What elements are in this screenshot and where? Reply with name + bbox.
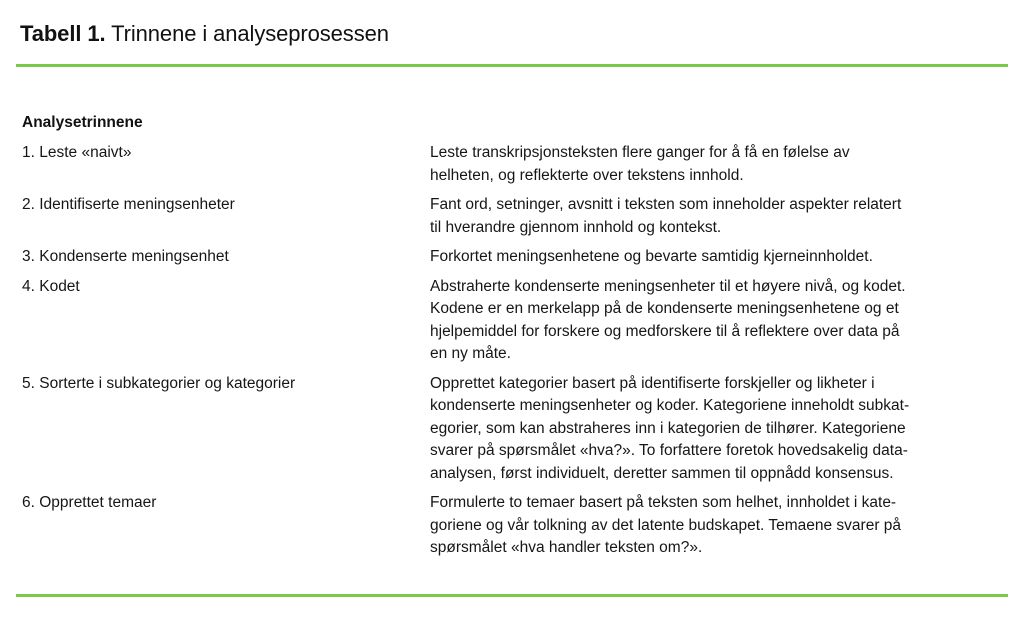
desc-line: Formulerte to temaer basert på teksten som helhet, innholdet i kate- bbox=[430, 494, 897, 511]
desc-line: svarer på spørsmålet «hva?». To forfattere foretok hovedsakelig data- bbox=[430, 442, 908, 459]
table-row bbox=[22, 492, 1008, 560]
step-description bbox=[430, 373, 1008, 486]
step-label: 4. Kodet bbox=[22, 277, 80, 295]
column-header-analysetrinnene: Analysetrinnene bbox=[22, 114, 143, 131]
step-label: 3. Kondenserte meningsenhet bbox=[22, 248, 229, 265]
table-row bbox=[22, 194, 1008, 239]
caption-title: Trinnene i analyseprosessen bbox=[111, 21, 389, 46]
table-caption bbox=[20, 20, 389, 48]
table-row bbox=[22, 142, 1008, 187]
desc-line: Fant ord, setninger, avsnitt i teksten som inneholder aspekter relatert bbox=[430, 196, 902, 213]
bottom-rule bbox=[16, 594, 1008, 597]
desc-line: analysen, først individuelt, deretter sammen til oppnådd konsensus. bbox=[430, 464, 894, 482]
step-label: 6. Opprettet temaer bbox=[22, 494, 157, 511]
desc-line: goriene og vår tolkning av det latente budskapet. Temaene svarer på bbox=[430, 516, 902, 534]
step-label: 1. Leste «naivt» bbox=[22, 144, 132, 161]
step-label: 2. Identifiserte meningsenheter bbox=[22, 196, 235, 213]
desc-line: Abstraherte kondenserte meningsenheter til et høyere nivå, og kodet. bbox=[430, 277, 906, 295]
desc-line: en ny måte. bbox=[430, 345, 511, 362]
desc-line: hjelpemiddel for forskere og medforskere til å reflektere over data på bbox=[430, 322, 900, 340]
desc-line: spørsmålet «hva handler teksten om?». bbox=[430, 539, 703, 556]
desc-line: helheten, og reflekterte over tekstens innhold. bbox=[430, 166, 744, 184]
desc-line: egorier, som kan abstraheres inn i kategorien de tilhører. Kategoriene bbox=[430, 419, 906, 437]
analysis-steps-table bbox=[22, 112, 1008, 560]
step-description bbox=[430, 246, 1008, 269]
table-row bbox=[22, 246, 1008, 269]
desc-line: kondenserte meningsenheter og koder. Kategoriene inneholdt subkat- bbox=[430, 397, 910, 414]
step-description bbox=[430, 194, 1008, 239]
desc-line: Kodene er en merkelapp på de kondenserte meningsenhetene og et bbox=[430, 300, 899, 317]
caption-label: Tabell 1. bbox=[20, 21, 106, 46]
step-description bbox=[430, 276, 1008, 366]
step-label: 5. Sorterte i subkategorier og kategorier bbox=[22, 374, 296, 392]
desc-line: Leste transkripsjonsteksten flere ganger for å få en følelse av bbox=[430, 144, 850, 161]
step-description bbox=[430, 492, 1008, 560]
table-row bbox=[22, 276, 1008, 366]
desc-line: til hverandre gjennom innhold og kontekst. bbox=[430, 218, 722, 236]
step-description bbox=[430, 142, 1008, 187]
desc-line: Opprettet kategorier basert på identifiserte forskjeller og likheter i bbox=[430, 374, 875, 392]
desc-line: Forkortet meningsenhetene og bevarte samtidig kjerneinnholdet. bbox=[430, 248, 873, 265]
top-rule bbox=[16, 64, 1008, 67]
table-row bbox=[22, 373, 1008, 486]
